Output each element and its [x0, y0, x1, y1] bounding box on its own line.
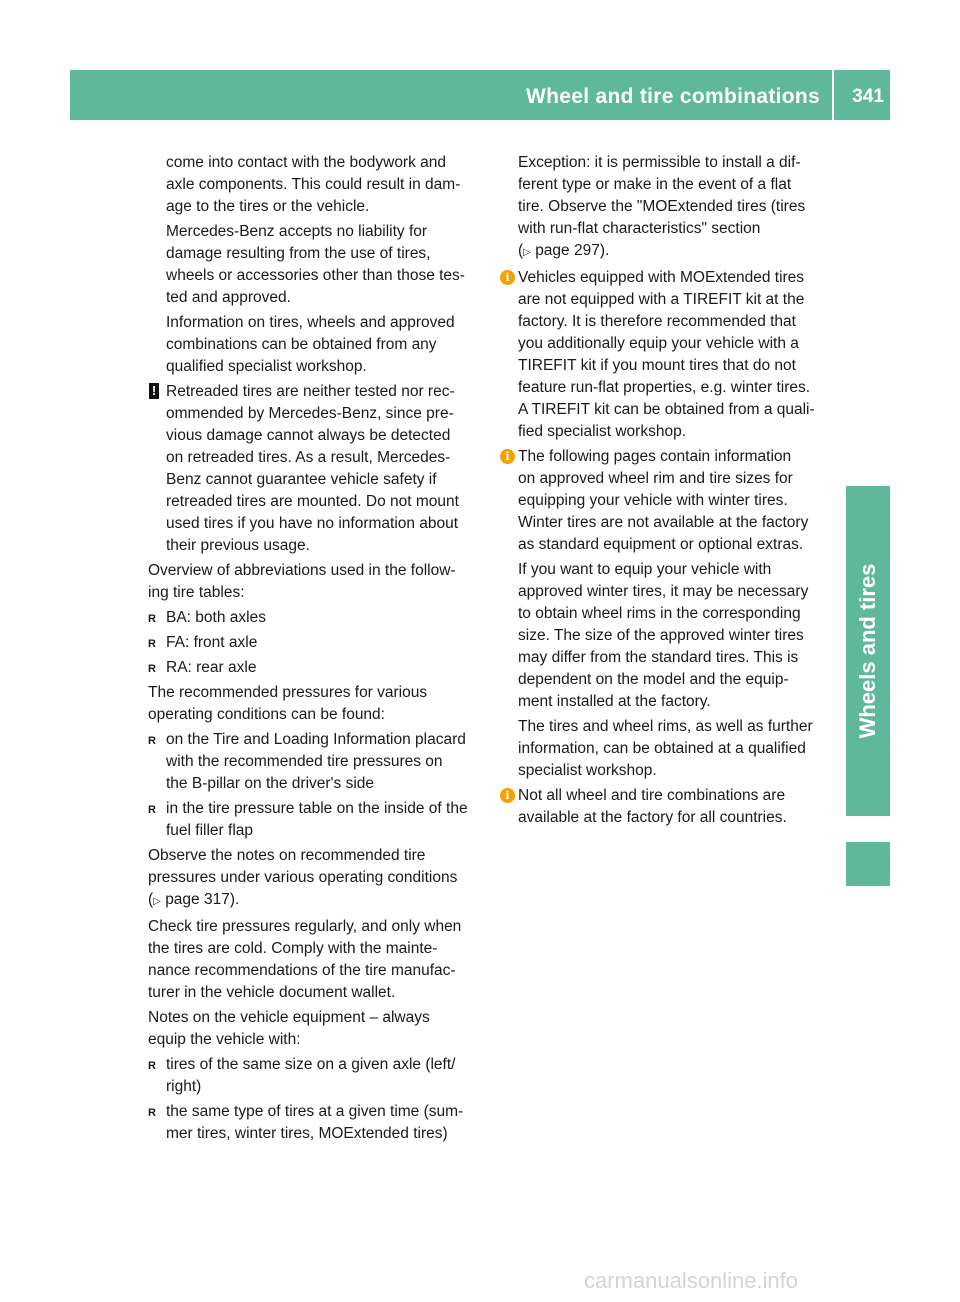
text-line: Retreaded tires are neither tested nor rec-	[166, 383, 455, 400]
observe-notes-text	[148, 845, 482, 913]
text-line: Winter tires are not available at the factory	[518, 514, 809, 531]
text-line: operating conditions can be found:	[148, 706, 385, 723]
overview-text	[148, 560, 482, 604]
retreaded-tires-warning	[148, 381, 482, 557]
text-line: axle components. This could result in dam-	[166, 176, 461, 193]
list-item	[148, 607, 482, 629]
bullet-icon: R	[148, 1060, 156, 1072]
list-item	[148, 632, 482, 654]
text-line: right)	[166, 1078, 202, 1095]
wheel-rims-text	[500, 716, 836, 782]
bullet-icon: R	[148, 638, 156, 650]
text-line: fuel filler flap	[166, 822, 254, 839]
text-line: equipping your vehicle with winter tires.	[518, 492, 788, 509]
text-line: tire. Observe the "MOExtended tires (tires	[518, 198, 806, 215]
text-line: dependent on the model and the equip-	[518, 671, 789, 688]
abbreviation-fa: FA: front axle	[166, 634, 258, 651]
info-note	[500, 785, 836, 829]
text-line: nance recommendations of the tire manufac-	[148, 962, 456, 979]
winter-tires-text	[500, 559, 836, 713]
text-line: equip the vehicle with:	[148, 1031, 301, 1048]
page-reference-link[interactable]: (▷ page 297).	[518, 242, 610, 259]
text-line: Exception: it is permissible to install a dif-	[518, 154, 801, 171]
text-line: retreaded tires are mounted. Do not mount	[166, 493, 459, 510]
right-column	[500, 152, 836, 832]
tire-contact-warning-text	[148, 152, 482, 218]
exception-text	[500, 152, 836, 264]
text-line: If you want to equip your vehicle with	[518, 561, 772, 578]
text-line: Overview of abbreviations used in the follow-	[148, 562, 456, 579]
text-line: the B-pillar on the driver's side	[166, 775, 375, 792]
liability-text	[148, 221, 482, 309]
abbreviation-ba: BA: both axles	[166, 609, 266, 626]
bullet-icon: R	[148, 735, 156, 747]
text-line: factory. It is therefore recommended that	[518, 313, 796, 330]
text-line: Check tire pressures regularly, and only when	[148, 918, 462, 935]
text-line: on retreaded tires. As a result, Mercedes-	[166, 449, 451, 466]
text-line: size. The size of the approved winter tires	[518, 627, 804, 644]
text-line: combinations can be obtained from any	[166, 336, 437, 353]
text-line: you additionally equip your vehicle with a	[518, 335, 799, 352]
text-line: on approved wheel rim and tire sizes for	[518, 470, 793, 487]
list-item	[148, 1101, 482, 1145]
text-line: Mercedes-Benz accepts no liability for	[166, 223, 428, 240]
section-title: Wheel and tire combinations	[526, 85, 820, 108]
page-reference-link[interactable]: (▷ page 317).	[148, 891, 240, 908]
text-line: in the tire pressure table on the inside of the	[166, 800, 468, 817]
text-line: pressures under various operating conditions	[148, 869, 458, 886]
bullet-icon: R	[148, 613, 156, 625]
text-line: may differ from the standard tires. This is	[518, 649, 799, 666]
equipment-notes-text	[148, 1007, 482, 1051]
text-line: ommended by Mercedes-Benz, since pre-	[166, 405, 454, 422]
text-line: are not equipped with a TIREFIT kit at the	[518, 291, 805, 308]
bullet-icon: R	[148, 1107, 156, 1119]
text-line: Not all wheel and tire combinations are	[518, 787, 786, 804]
text-line: The tires and wheel rims, as well as further	[518, 718, 813, 735]
text-line: their previous usage.	[166, 537, 310, 554]
info-note	[500, 267, 836, 443]
text-line: tires of the same size on a given axle (left/	[166, 1056, 456, 1073]
recommended-pressures-text	[148, 682, 482, 726]
bullet-icon: R	[148, 804, 156, 816]
text-line: come into contact with the bodywork and	[166, 154, 447, 171]
text-line: Vehicles equipped with MOExtended tires	[518, 269, 805, 286]
text-line: on the Tire and Loading Information placard	[166, 731, 466, 748]
info-icon: i	[500, 788, 515, 803]
text-line: with the recommended tire pressures on	[166, 753, 443, 770]
page-reference-text: page 317).	[165, 891, 240, 908]
text-line: the same type of tires at a given time (sum-	[166, 1103, 464, 1120]
text-line: The following pages contain information	[518, 448, 792, 465]
warning-icon: !	[149, 383, 159, 399]
text-line: to obtain wheel rims in the corresponding	[518, 605, 801, 622]
text-line: A TIREFIT kit can be obtained from a quali-	[518, 401, 815, 418]
text-line: Benz cannot guarantee vehicle safety if	[166, 471, 437, 488]
text-line: the tires are cold. Comply with the mainte-	[148, 940, 438, 957]
text-line: specialist workshop.	[518, 762, 657, 779]
text-line: available at the factory for all countries.	[518, 809, 787, 826]
page-ref-arrow-icon: ▷	[523, 247, 531, 258]
left-column	[148, 152, 482, 1148]
text-line: mer tires, winter tires, MOExtended tires)	[166, 1125, 448, 1142]
bullet-icon: R	[148, 663, 156, 675]
text-line: feature run-flat properties, e.g. winter tires.	[518, 379, 811, 396]
text-line: ted and approved.	[166, 289, 291, 306]
text-line: approved winter tires, it may be necessary	[518, 583, 809, 600]
list-item	[148, 657, 482, 679]
chapter-marker	[846, 842, 890, 886]
abbreviation-ra: RA: rear axle	[166, 659, 257, 676]
check-pressure-text	[148, 916, 482, 1004]
text-line: damage resulting from the use of tires,	[166, 245, 431, 262]
text-line: ferent type or make in the event of a flat	[518, 176, 792, 193]
text-line: vious damage cannot always be detected	[166, 427, 451, 444]
text-line: ment installed at the factory.	[518, 693, 711, 710]
text-line: information, can be obtained at a qualified	[518, 740, 806, 757]
page-number: 341	[852, 86, 884, 107]
text-line: Observe the notes on recommended tire	[148, 847, 426, 864]
text-line: ing tire tables:	[148, 584, 245, 601]
list-item	[148, 798, 482, 842]
text-line: Information on tires, wheels and approved	[166, 314, 455, 331]
information-text	[148, 312, 482, 378]
text-line: The recommended pressures for various	[148, 684, 428, 701]
text-line: turer in the vehicle document wallet.	[148, 984, 396, 1001]
info-icon: i	[500, 449, 515, 464]
page-ref-arrow-icon: ▷	[153, 896, 161, 907]
text-line: wheels or accessories other than those tes-	[166, 267, 465, 284]
watermark: carmanualsonline.info	[584, 1268, 799, 1293]
info-icon: i	[500, 270, 515, 285]
text-line: TIREFIT kit if you mount tires that do not	[518, 357, 796, 374]
text-line: age to the tires or the vehicle.	[166, 198, 370, 215]
text-line: fied specialist workshop.	[518, 423, 686, 440]
chapter-tab	[846, 486, 890, 816]
page-reference-text: page 297).	[535, 242, 610, 259]
text-line: with run-flat characteristics" section	[518, 220, 761, 237]
header-divider	[832, 70, 834, 120]
text-line: qualified specialist workshop.	[166, 358, 367, 375]
chapter-tab-label: Wheels and tires	[855, 563, 880, 739]
text-line: Notes on the vehicle equipment – always	[148, 1009, 430, 1026]
text-line: used tires if you have no information about	[166, 515, 459, 532]
list-item	[148, 729, 482, 795]
text-line: as standard equipment or optional extras.	[518, 536, 804, 553]
header-bar	[70, 70, 890, 120]
list-item	[148, 1054, 482, 1098]
info-note	[500, 446, 836, 556]
